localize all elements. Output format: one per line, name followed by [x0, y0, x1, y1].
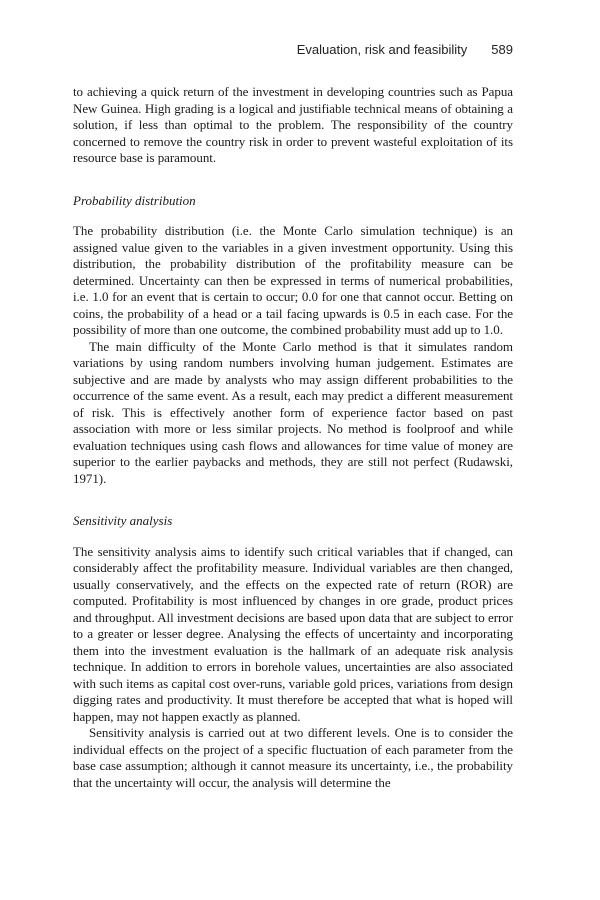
paragraph: The sensitivity analysis aims to identify such critical variables that if changed, can considerably affect the profitability measure. Individual variables are then changed, usually conservatively, and the effects on the expected rate of return (ROR) are computed. Profitability is most influenced by changes in ore grade, product prices and throughput. All investment decisions are based upon data that are subject to error to a greater or lesser degree. Analysing the effects of uncertainty and incorporating them into the investment evaluation is the hallmark of an adequate risk analysis technique. In addition to errors in borehole values, uncertainties are also associated with such items as capital cost over-runs, variable gold prices, variations from design digging rates and productivity. It must therefore be accepted that what is hoped will happen, may not happen exactly as planned.	[73, 543, 513, 724]
paragraph: Sensitivity analysis is carried out at two different levels. One is to consider the individual effects on the project of a specific fluctuation of each parameter from the base case assumption; although it cannot measure its uncertainty, i.e., the probability that the uncertainty will occur, the analysis will determine the	[73, 725, 513, 790]
section-heading-sensitivity-analysis: Sensitivity analysis	[73, 513, 173, 528]
paragraph: The main difficulty of the Monte Carlo method is that it simulates random variations by using random numbers involving human judgement. Estimates are subjective and are made by analysts who may assign different probabilities to the occurrence of the same event. As a result, each may predict a different measurement of risk. This is effectively another form of experience factor based on past association with more or less similar projects. No method is foolproof and while evaluation techniques using cash flows and allowances for time value of money are superior to the earlier paybacks and methods, they are still not perfect (Rudawski, 1971).	[73, 338, 513, 486]
intro-paragraph: to achieving a quick return of the investment in developing countries such as Papua New Guinea. High grading is a logical and justifiable technical means of obtaining a solution, if less than optimal to the problem. The responsibility of the country concerned to remove the country risk in order to prevent wasteful exploitation of its resource base is paramount.	[73, 84, 513, 165]
page-number: 589	[491, 42, 513, 57]
paragraph: The probability distribution (i.e. the Monte Carlo simulation technique) is an assigned value given to the variables in a given investment opportunity. Using this distribution, the probability distribution of the profitability measure can be determined. Uncertainty can then be expressed in terms of numerical probabilities, i.e. 1.0 for an event that is certain to occur; 0.0 for one that cannot occur. Betting on coins, the probability of a head or a tail facing upwards is 0.5 in each case. For the possibility of more than one outcome, the combined probability must add up to 1.0.	[73, 223, 513, 337]
running-title: Evaluation, risk and feasibility	[296, 42, 468, 57]
section-heading-probability-distribution: Probability distribution	[73, 192, 196, 208]
running-header	[73, 42, 513, 62]
book-page	[73, 42, 513, 791]
